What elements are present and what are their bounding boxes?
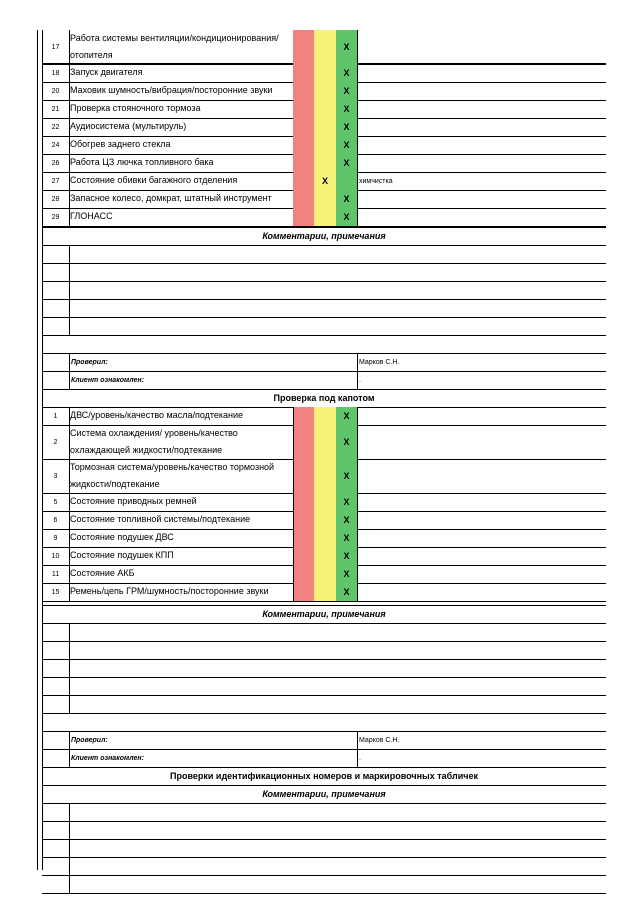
row-label: Запуск двигателя [70, 67, 143, 77]
id-plates-title: Проверки идентификационных номеров и маркировочных табличек [170, 771, 478, 781]
status-red-cell [293, 529, 314, 547]
row-label: Работа ЦЗ лючка топливного бака [70, 157, 214, 167]
row-number: 17 [51, 43, 60, 51]
status-red-cell [293, 425, 314, 459]
grid-line [357, 30, 358, 226]
grid-line [69, 353, 70, 389]
row-number: 6 [53, 516, 58, 524]
status-mark: X [343, 140, 350, 150]
status-yellow-cell [314, 100, 336, 118]
row-number: 26 [51, 159, 60, 167]
checked-by-label: Проверил: [71, 736, 108, 744]
row-label: Система охлаждения/ уровень/качество охлаждающей жидкости/подтекание [70, 428, 238, 455]
row-label: Состояние топливной системы/подтекание [70, 514, 251, 524]
grid-line [42, 601, 606, 602]
status-red-cell [293, 407, 314, 425]
status-yellow-cell [314, 529, 336, 547]
row-number: 29 [51, 213, 60, 221]
status-mark: X [321, 176, 328, 186]
status-yellow-cell [314, 493, 336, 511]
status-red-cell [293, 30, 314, 64]
row-number: 11 [51, 570, 60, 578]
grid-line [42, 821, 606, 822]
row-number: 20 [51, 87, 60, 95]
row-label: Проверка стояночного тормоза [70, 103, 201, 113]
status-yellow-cell [314, 64, 336, 82]
status-yellow-cell [314, 547, 336, 565]
status-red-cell [293, 82, 314, 100]
status-yellow-cell [314, 118, 336, 136]
row-number: 15 [51, 588, 60, 596]
grid-line [42, 677, 606, 678]
grid-line [42, 875, 606, 876]
row-label: ДВС/уровень/качество масла/подтекание [70, 410, 244, 420]
status-mark: X [343, 437, 350, 447]
grid-line [42, 839, 606, 840]
status-yellow-cell [314, 136, 336, 154]
grid-line [42, 641, 606, 642]
grid-line [42, 857, 606, 858]
status-mark: X [343, 194, 350, 204]
grid-line [42, 245, 606, 246]
row-label: Состояние АКБ [70, 568, 135, 578]
status-mark: X [343, 497, 350, 507]
grid-line [42, 281, 606, 282]
checked-by-value: Марков С.Н. [359, 736, 400, 744]
status-mark: X [343, 68, 350, 78]
status-yellow-cell [314, 208, 336, 226]
status-mark: X [343, 533, 350, 543]
status-mark: X [343, 551, 350, 561]
row-label: Ремень/цепь ГРМ/шумность/посторонние звуки [70, 586, 269, 596]
status-yellow-cell [314, 30, 336, 64]
comments-title: Комментарии, примечания [262, 609, 386, 619]
grid-line [42, 695, 606, 696]
client-acknowledged-label: Клиент ознакомлен: [71, 376, 144, 384]
status-mark: X [343, 122, 350, 132]
grid-line [42, 803, 606, 804]
status-mark: X [343, 569, 350, 579]
status-mark: X [343, 86, 350, 96]
row-number: 1 [53, 412, 58, 420]
status-mark: X [343, 212, 350, 222]
grid-line [69, 623, 70, 713]
status-mark: X [343, 587, 350, 597]
row-number: 18 [51, 69, 60, 77]
status-yellow-cell [314, 565, 336, 583]
status-red-cell [293, 493, 314, 511]
status-red-cell [293, 190, 314, 208]
grid-line [69, 407, 70, 601]
row-number: 10 [51, 552, 60, 560]
grid-line [42, 713, 606, 714]
row-number: 2 [53, 438, 58, 446]
client-acknowledged-label: Клиент ознакомлен: [71, 754, 144, 762]
grid-line [69, 245, 70, 335]
status-yellow-cell [314, 82, 336, 100]
grid-line [42, 299, 606, 300]
status-mark: X [343, 471, 350, 481]
status-red-cell [293, 172, 314, 190]
grid-line [69, 803, 70, 893]
status-yellow-cell [314, 511, 336, 529]
row-label: Состояние обивки багажного отделения [70, 175, 238, 185]
under-hood-title: Проверка под капотом [273, 393, 375, 403]
checked-by-value: Марков С.Н. [359, 358, 400, 366]
grid-line [357, 731, 358, 767]
status-mark: X [343, 158, 350, 168]
row-label: Работа системы вентиляции/кондиционирования/ отопителя [70, 33, 279, 60]
status-red-cell [293, 565, 314, 583]
grid-line [42, 317, 606, 318]
comments-title: Комментарии, примечания [262, 789, 386, 799]
grid-line [42, 623, 606, 624]
status-red-cell [293, 208, 314, 226]
row-number: 22 [51, 123, 60, 131]
row-label: Запасное колесо, домкрат, штатный инструмент [70, 193, 272, 203]
row-label: Аудиосистема (мультируль) [70, 121, 187, 131]
row-number: 3 [53, 472, 58, 480]
grid-line [293, 407, 294, 601]
status-green-cell [336, 172, 357, 190]
row-number: 21 [51, 105, 60, 113]
grid-line [357, 353, 358, 389]
status-mark: X [343, 104, 350, 114]
status-yellow-cell [314, 154, 336, 172]
status-red-cell [293, 154, 314, 172]
grid-line [42, 893, 606, 894]
status-mark: X [343, 42, 350, 52]
status-mark: X [343, 411, 350, 421]
row-label: Тормозная система/уровень/качество тормозной жидкости/подтекание [70, 462, 275, 489]
row-number: 27 [51, 177, 60, 185]
row-note: химчистка [359, 177, 393, 185]
row-label: Маховик шумность/вибрация/посторонние звуки [70, 85, 273, 95]
row-label: Состояние подушек ДВС [70, 532, 174, 542]
grid-line [42, 335, 606, 336]
client-acknowledged-value: . [359, 376, 361, 384]
status-mark: X [343, 515, 350, 525]
comments-title: Комментарии, примечания [262, 231, 386, 241]
status-red-cell [293, 100, 314, 118]
row-label: Состояние подушек КПП [70, 550, 174, 560]
status-red-cell [293, 583, 314, 601]
status-red-cell [293, 511, 314, 529]
row-number: 28 [51, 195, 60, 203]
row-label: Обогрев заднего стекла [70, 139, 171, 149]
client-acknowledged-value: . [359, 754, 361, 762]
grid-line [37, 30, 38, 870]
row-number: 5 [53, 498, 58, 506]
status-yellow-cell [314, 190, 336, 208]
status-red-cell [293, 136, 314, 154]
status-yellow-cell [314, 583, 336, 601]
grid-line [42, 263, 606, 264]
status-red-cell [293, 118, 314, 136]
grid-line [42, 659, 606, 660]
row-number: 9 [53, 534, 58, 542]
row-number: 24 [51, 141, 60, 149]
status-red-cell [293, 459, 314, 493]
status-yellow-cell [314, 407, 336, 425]
status-red-cell [293, 547, 314, 565]
status-yellow-cell [314, 425, 336, 459]
row-label: Состояние приводных ремней [70, 496, 197, 506]
checked-by-label: Проверил: [71, 358, 108, 366]
row-label: ГЛОНАСС [70, 211, 113, 221]
grid-line [69, 731, 70, 767]
status-yellow-cell [314, 459, 336, 493]
grid-line [357, 407, 358, 601]
status-red-cell [293, 64, 314, 82]
